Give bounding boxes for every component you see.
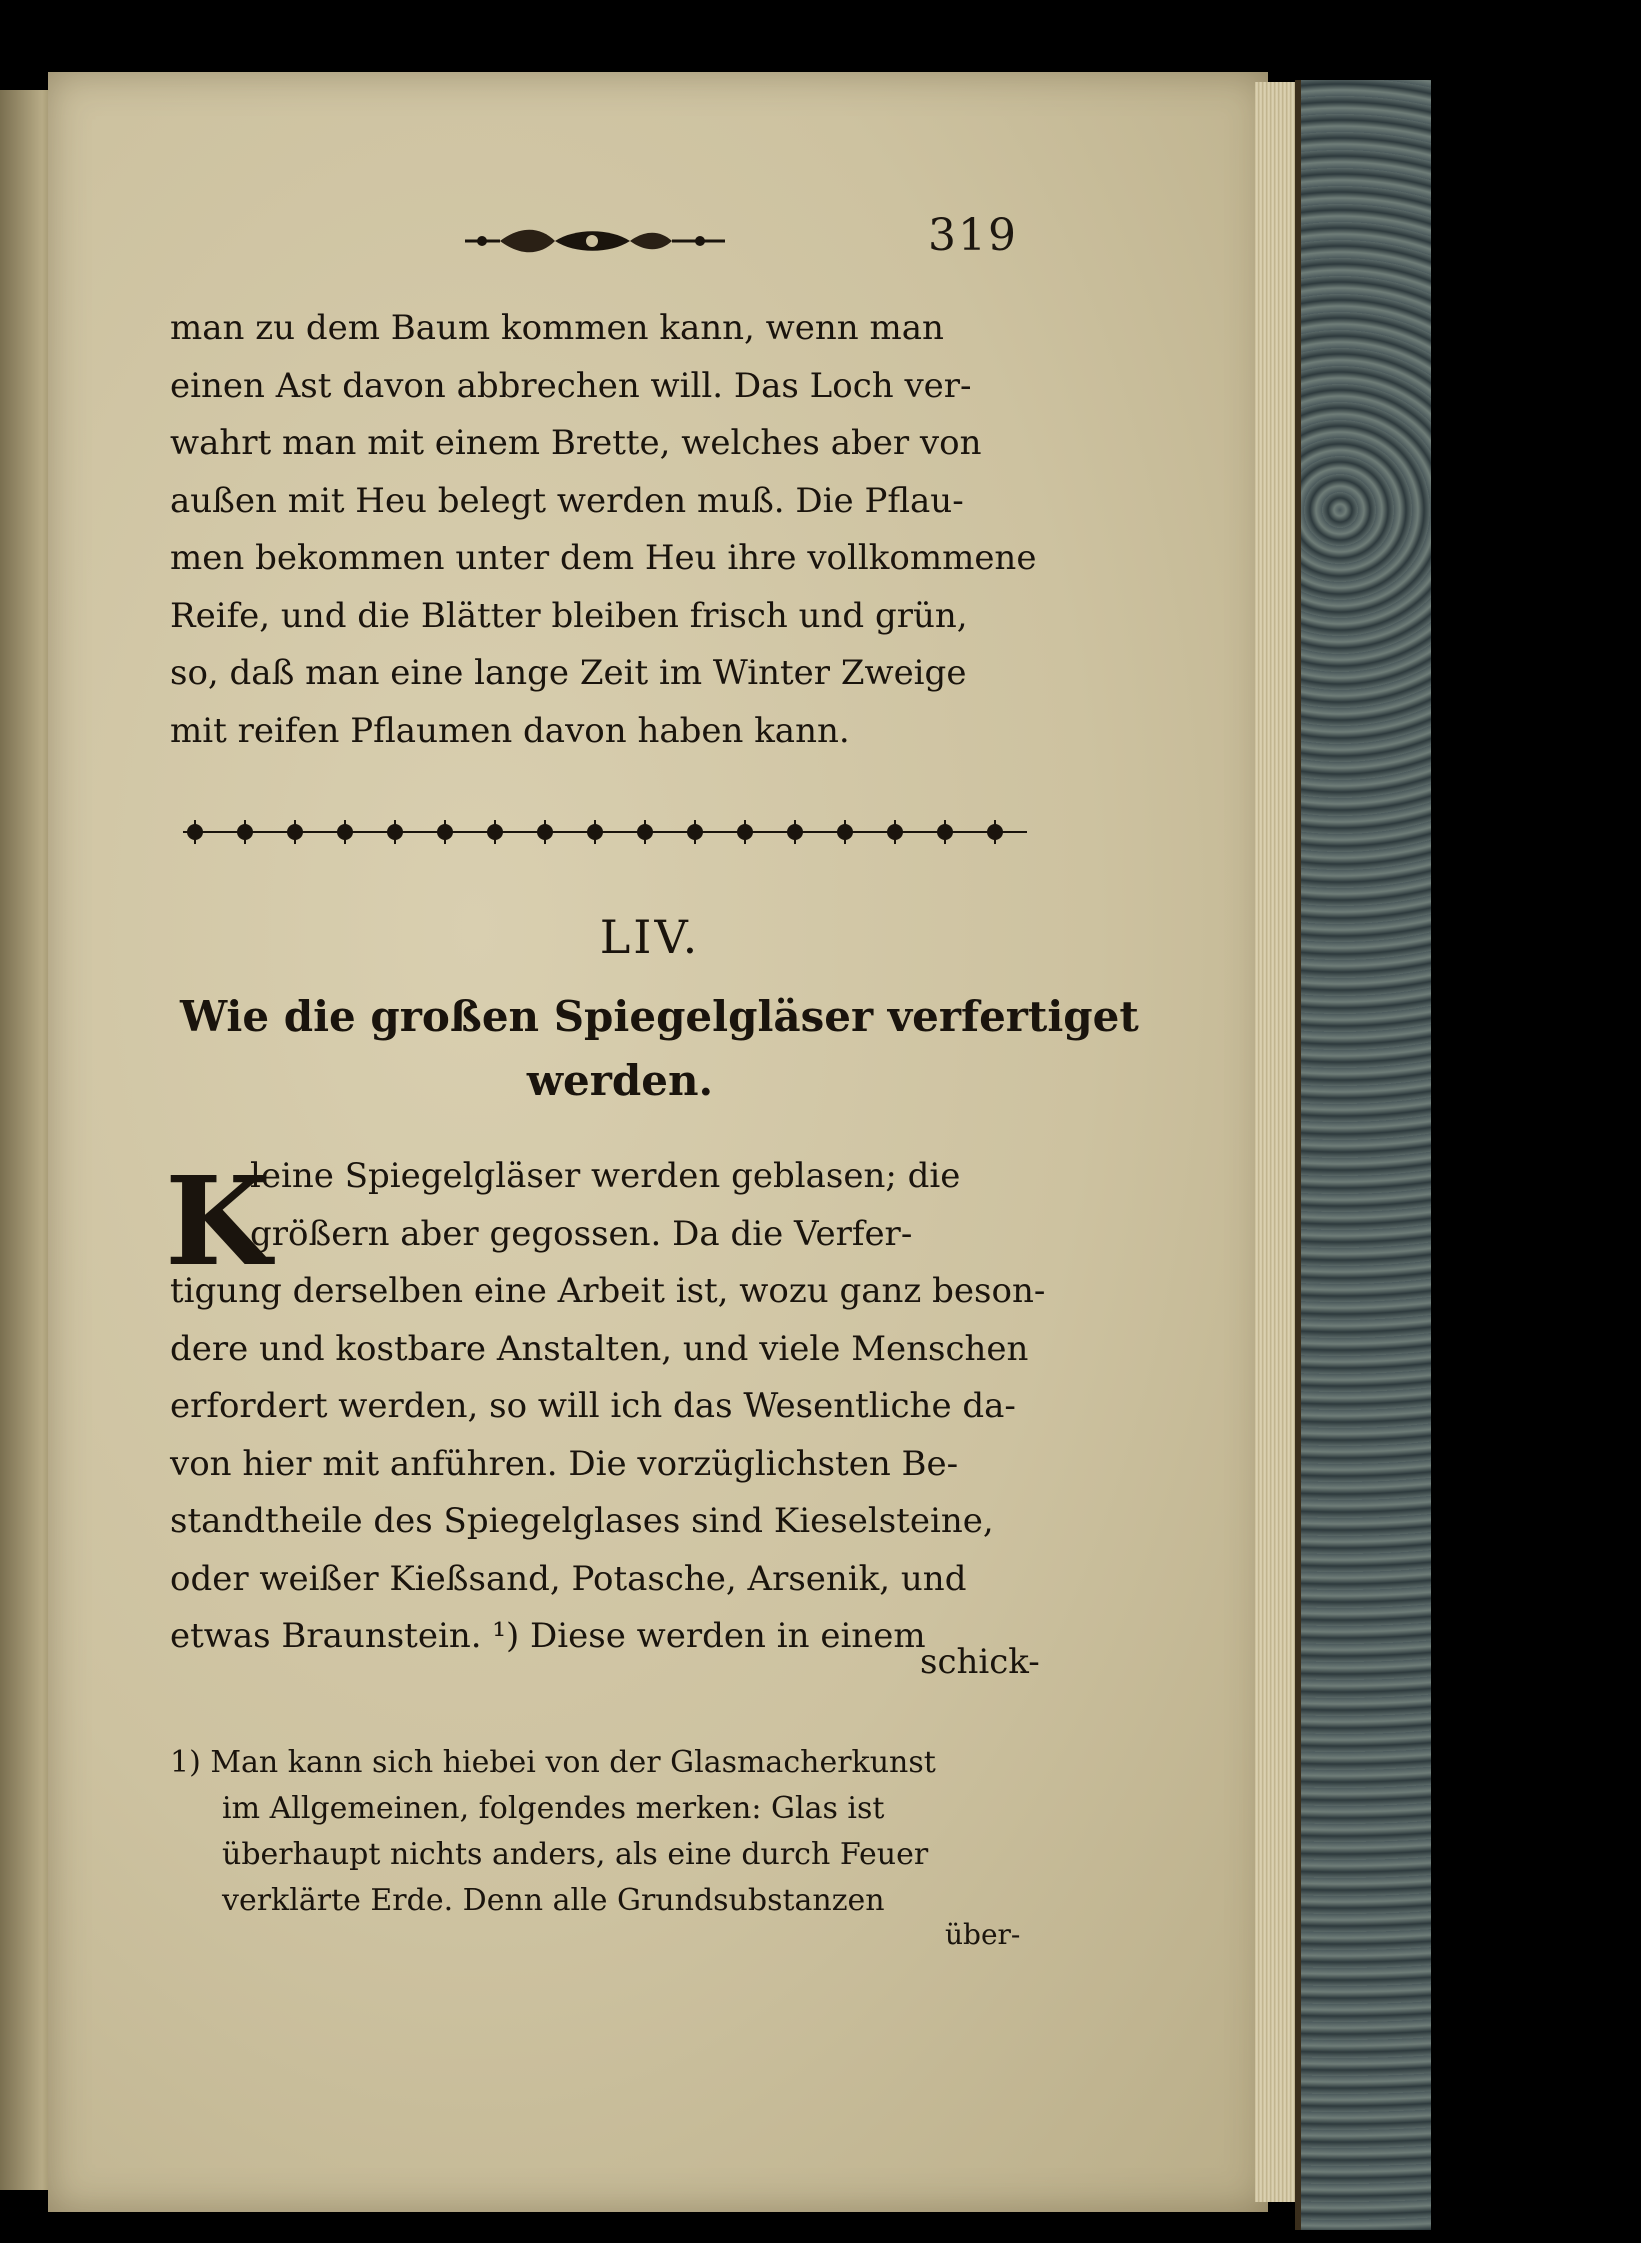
footnote-line: im Allgemeinen, folgendes merken: Glas ist xyxy=(222,1791,885,1826)
text-line: außen mit Heu belegt werden muß. Die Pflau- xyxy=(170,480,964,521)
text-line: oder weißer Kießsand, Potasche, Arsenik, und xyxy=(170,1558,967,1599)
text-line: größern aber gegossen. Da die Verfer- xyxy=(250,1213,913,1254)
text-line: tigung derselben eine Arbeit ist, wozu ganz beson- xyxy=(170,1271,1046,1311)
text-line: Reife, und die Blätter bleiben frisch und grün, xyxy=(170,595,968,636)
text-line: wahrt man mit einem Brette, welches aber von xyxy=(170,423,982,463)
text-line: dere und kostbare Anstalten, und viele Menschen xyxy=(170,1328,1029,1369)
drop-cap: K xyxy=(165,1149,272,1293)
text-line: einen Ast davon abbrechen will. Das Loch ver- xyxy=(170,365,972,406)
paragraph-text xyxy=(170,1148,1050,1666)
footnote xyxy=(170,1740,1050,1924)
text-line: leine Spiegelgläser werden geblasen; die xyxy=(250,1156,961,1196)
ornamental-separator-icon xyxy=(175,812,1035,852)
body-text xyxy=(170,300,1050,760)
page-header xyxy=(460,210,1060,270)
chapter-number: LIV. xyxy=(599,910,701,964)
text-line: men bekommen unter dem Heu ihre vollkommene xyxy=(170,538,1037,578)
text-line: etwas Braunstein. ¹) Diese werden in einem xyxy=(170,1616,926,1656)
header-ornament-icon xyxy=(460,224,730,258)
page-block-edges xyxy=(1255,82,1295,2202)
chapter-title-line: Wie die großen Spiegelgläser verfertiget xyxy=(180,992,1139,1041)
chapter-title xyxy=(180,985,1139,1113)
chapter-title-line: werden. xyxy=(526,1056,714,1105)
catchword: schick- xyxy=(920,1642,1040,1682)
text-line: mit reifen Pflaumen davon haben kann. xyxy=(170,710,850,751)
footnote-catchword: über- xyxy=(945,1918,1021,1951)
marbled-cover xyxy=(1295,80,1431,2230)
text-line: erfordert werden, so will ich das Wesentliche da- xyxy=(170,1386,1016,1426)
text-line: von hier mit anführen. Die vorzüglichsten Be- xyxy=(170,1443,959,1484)
text-line: man zu dem Baum kommen kann, wenn man xyxy=(170,308,944,348)
footnote-line: verklärte Erde. Denn alle Grundsubstanzen xyxy=(222,1883,885,1918)
footnote-line: überhaupt nichts anders, als eine durch Feuer xyxy=(222,1837,929,1872)
footnote-line: 1) Man kann sich hiebei von der Glasmacherkunst xyxy=(170,1745,936,1780)
text-line: standtheile des Spiegelglases sind Kieselsteine, xyxy=(170,1501,994,1541)
page-number: 319 xyxy=(928,210,1018,261)
text-line: so, daß man eine lange Zeit im Winter Zweige xyxy=(170,653,967,693)
